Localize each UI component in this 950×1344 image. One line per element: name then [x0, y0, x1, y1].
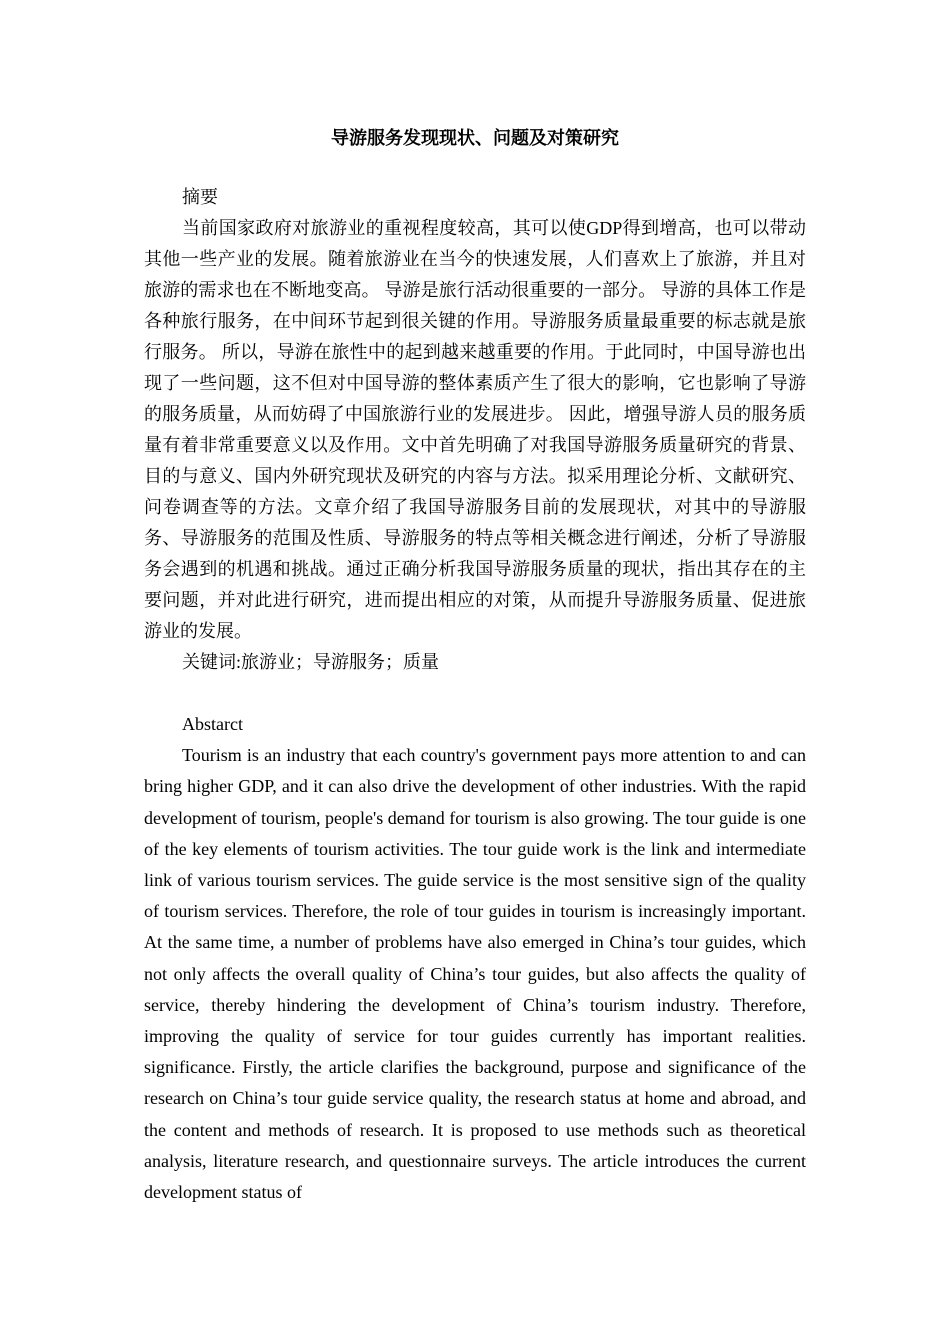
english-abstract-heading: Abstarct: [182, 714, 243, 734]
english-abstract-body: Tourism is an industry that each country's government pays more attention to and can bring higher GDP, and it can also drive the development of other industries. With the rapid development of tourism, people's demand for tourism is also growing. The tour guide is one of the key elements of tourism activities. The tour guide work is the link and intermediate link of various tourism services. The guide service is the most sensitive sign of the quality of tourism services. Therefore, the role of tour guides in tourism is increasingly important. At the same time, a number of problems have also emerged in China’s tour guides, which not only affects the overall quality of China’s tour guides, but also affects the quality of service, thereby hindering the development of China’s tourism industry. Therefore, improving the quality of service for tour guides currently has important realities. significance. Firstly, the article clarifies the background, purpose and significance of the research on China’s tour guide service quality, the research status at home and abroad, and the content and methods of research. It is proposed to use methods such as theoretical analysis, literature research, and questionnaire surveys. The article introduces the current development status of: [144, 745, 806, 1203]
abstract-body: 当前国家政府对旅游业的重视程度较高，其可以使GDP得到增高，也可以带动其他一些产业的发展。随着旅游业在当今的快速发展，人们喜欢上了旅游，并且对旅游的需求也在不断地变高。 导游是旅行活动很重要的一部分。 导游的具体工作是各种旅行服务，在中间环节起到很关键的作用。导游服务质量最重要的标志就是旅行服务。 所以，导游在旅性中的起到越来越重要的作用。于此同时，中国导游也出现了一些问题，这不但对中国导游的整体素质产生了很大的影响，它也影响了导游的服务质量，从而妨碍了中国旅游行业的发展进步。 因此，增强导游人员的服务质量有着非常重要意义以及作用。文中首先明确了对我国导游服务质量研究的背景、目的与意义、国内外研究现状及研究的内容与方法。拟采用理论分析、文献研究、问卷调查等的方法。文章介绍了我国导游服务目前的发展现状，对其中的导游服务、导游服务的范围及性质、导游服务的特点等相关概念进行阐述，分析了导游服务会遇到的机遇和挑战。通过正确分析我国导游服务质量的现状，指出其存在的主要问题，并对此进行研究，进而提出相应的对策，从而提升导游服务质量、促进旅游业的发展。: [144, 218, 806, 641]
keywords: 关键词:旅游业；导游服务；质量: [182, 652, 439, 672]
spacer: [144, 678, 806, 709]
document-title: 导游服务发现现状、问题及对策研究: [331, 128, 619, 148]
document-page: [144, 118, 806, 1208]
spacer: [144, 158, 806, 182]
abstract-heading: 摘要: [182, 187, 218, 207]
